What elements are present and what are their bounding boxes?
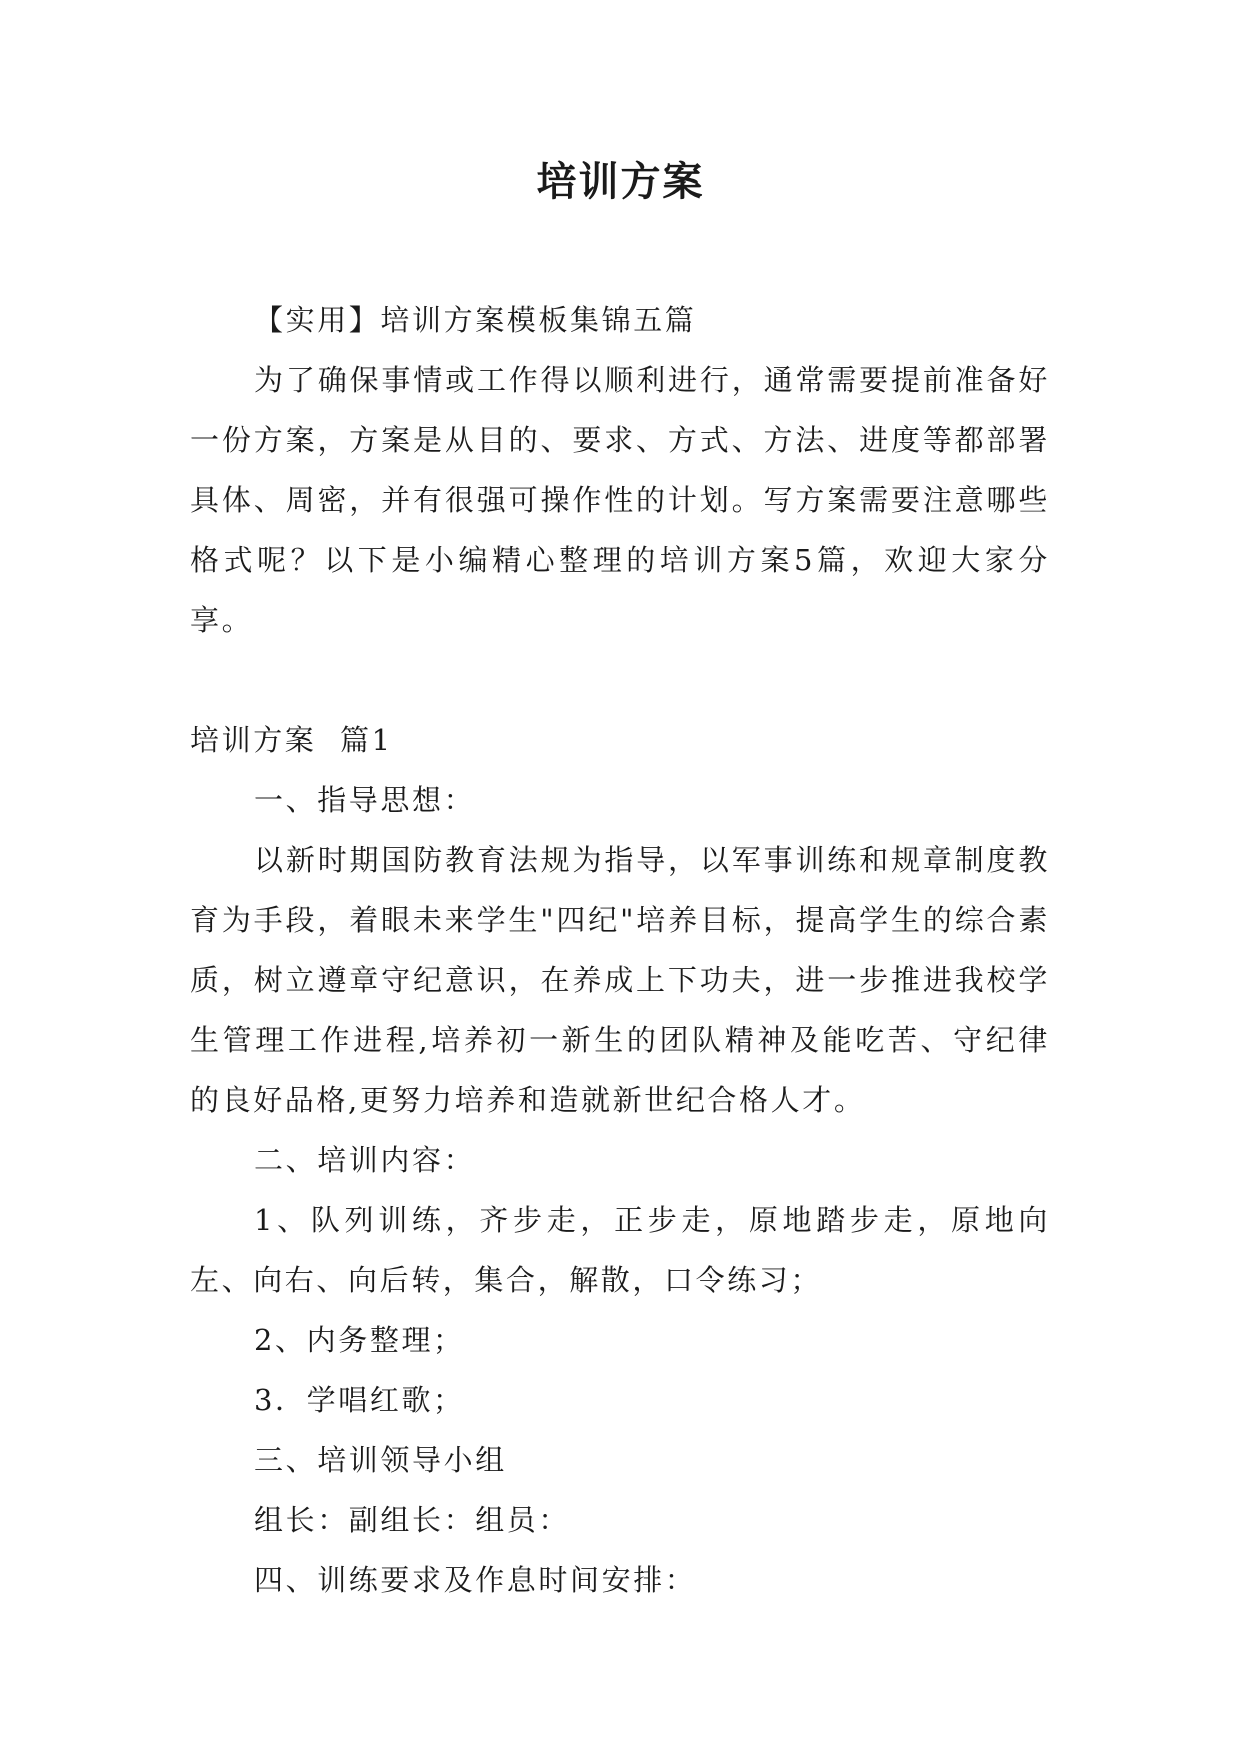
paragraph-group-heading: 三、培训领导小组 [254, 1443, 507, 1477]
paragraph-group-members: 组长：副组长：组员： [254, 1503, 571, 1537]
intro-paragraph: 为了确保事情或工作得以顺利进行，通常需要提前准备好一份方案，方案是从目的、要求、方式、方法、进度等都部署具体、周密，并有很强可操作性的计划。写方案需要注意哪些格式呢？以下是小编精心整理的培训方案5篇，欢迎大家分享。 [190, 363, 1050, 637]
paragraph-schedule-heading: 四、训练要求及作息时间安排： [254, 1563, 697, 1597]
paragraph-content-item-1: 1、队列训练，齐步走，正步走，原地踏步走，原地向左、向右、向后转，集合，解散，口令练习； [190, 1203, 1050, 1297]
paragraph-content-heading: 二、培训内容： [254, 1143, 476, 1177]
section-spacer [190, 650, 1050, 710]
paragraph-content-item-3: 3．学唱红歌； [254, 1383, 465, 1417]
paragraph-content-item-2: 2、内务整理； [254, 1323, 465, 1357]
paragraph-guiding-heading: 一、指导思想： [254, 783, 476, 817]
document-title: 培训方案 [536, 158, 705, 205]
paragraph-guiding-text: 以新时期国防教育法规为指导，以军事训练和规章制度教育为手段，着眼未来学生"四纪"培养目标，提高学生的综合素质，树立遵章守纪意识，在养成上下功夫，进一步推进我校学生管理工作进程,培养初一新生的团队精神及能吃苦、守纪律的良好品格,更努力培养和造就新世纪合格人才。 [190, 843, 1050, 1117]
document-subtitle: 【实用】培训方案模板集锦五篇 [254, 303, 697, 337]
section-heading: 培训方案 篇1 [190, 723, 393, 757]
document-body [190, 290, 1050, 1610]
